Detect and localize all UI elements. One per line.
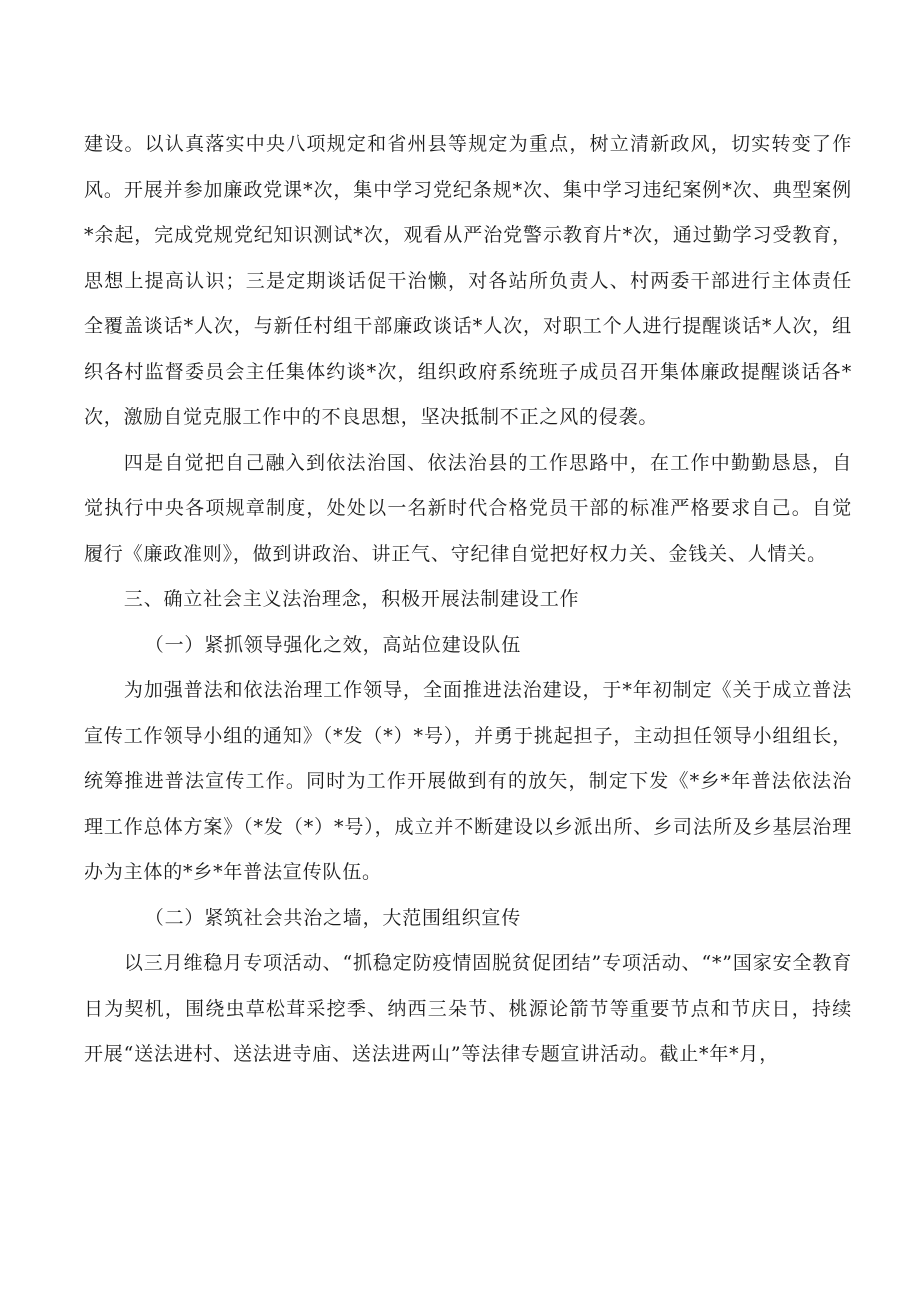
paragraph-leadership: 为加强普法和依法治理工作领导，全面推进法治建设，于*年初制定《关于成立普法宣传工作领导小组的通知》（*发（*）*号），并勇于挑起担子，主动担任领导小组组长，统筹推进普法宣传工作。同时为工作开展做到有的放矢，制定下发《*乡*年普法依法治理工作总体方案》（*发（*）*号），成立并不断建设以乡派出所、乡司法所及乡基层治理办为主体的*乡*年普法宣传队伍。 (84, 679, 852, 883)
paragraph-publicity: 以三月维稳月专项活动、“抓稳定防疫情固脱贫促团结”专项活动、“*”国家安全教育日为契机，围绕虫草松茸采挖季、纳西三朵节、桃源论箭节等重要节点和节庆日，持续开展“送法进村、送法进寺庙、送法进两山”等法律专题宣讲活动。截止*年*月， (84, 952, 852, 1065)
section-heading: 三、确立社会主义法治理念，积极开展法制建设工作 (123, 588, 580, 610)
document-body (84, 122, 852, 1078)
paragraph-continuation: 建设。以认真落实中央八项规定和省州县等规定为重点，树立清新政风，切实转变了作风。开展并参加廉政党课*次，集中学习党纪条规*次、集中学习违纪案例*次、典型案例*余起，完成党规党纪知识测试*次，观看从严治党警示教育片*次，通过勤学习受教育，思想上提高认识；三是定期谈话促干治懒，对各站所负责人、村两委干部进行主体责任全覆盖谈话*人次，与新任村组干部廉政谈话*人次，对职工个人进行提醒谈话*人次，组织各村监督委员会主任集体约谈*次，组织政府系统班子成员召开集体廉政提醒谈话各*次，激励自觉克服工作中的不良思想，坚决抵制不正之风的侵袭。 (84, 133, 852, 428)
subsection-heading-1: （一）紧抓领导强化之效，高站位建设队伍 (144, 633, 521, 656)
subsection-heading-2: （二）紧筑社会共治之墙，大范围组织宣传 (144, 906, 521, 929)
paragraph-point-four: 四是自觉把自己融入到依法治国、依法治县的工作思路中，在工作中勤勤恳恳，自觉执行中央各项规章制度，处处以一名新时代合格党员干部的标准严格要求自己。自觉履行《廉政准则》，做到讲政治、讲正气、守纪律自觉把好权力关、金钱关、人情关。 (84, 451, 852, 565)
